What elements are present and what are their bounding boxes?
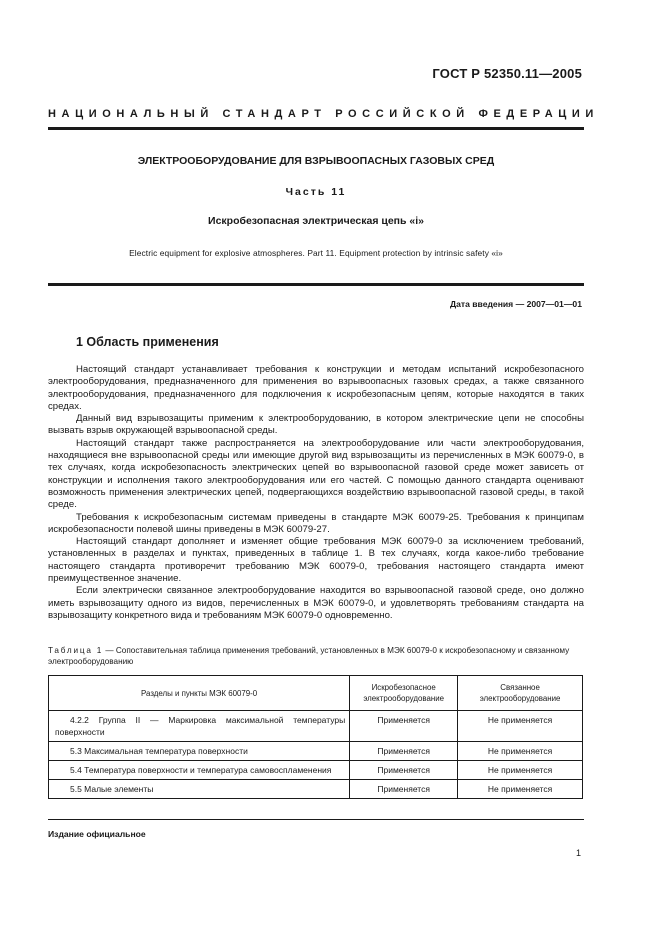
table-row (49, 780, 583, 799)
table-cell-clause (49, 711, 350, 742)
paragraph: Требования к искробезопасным системам приведены в стандарте МЭК 60079-25. Требования к принципам искробезопасности полевой шины приведены в МЭК 60079-27. (48, 511, 584, 535)
table-cell-associated: Не применяется (458, 711, 583, 742)
table-cell-intrinsic: Применяется (350, 780, 458, 799)
section-heading: 1 Область применения (76, 335, 219, 349)
section-body (48, 364, 584, 622)
table-cell-associated: Не применяется (458, 761, 583, 780)
paragraph: Если электрически связанное электрооборудование находится во взрывоопасной газовой среде, оно должно иметь взрывозащиту одного из видов, перечисленных в МЭК 60079-0, и удовлетворять требованиям стандарта на взрывозащиту конкретного вида и требованиям МЭК 60079-0 одновременно. (48, 585, 584, 621)
national-standard-banner: НАЦИОНАЛЬНЫЙ СТАНДАРТ РОССИЙСКОЙ ФЕДЕРАЦИИ (48, 108, 599, 120)
paragraph: Настоящий стандарт устанавливает требования к конструкции и методам испытаний искробезопасного электрооборудования, предназначенного для применения во взрывоопасных газовых средах, а также связанного электрооборудования, предназначенного для подключения к искробезопасным цепям, которые находятся в таких средах. (48, 364, 584, 412)
table-header-cell: Разделы и пункты МЭК 60079-0 (49, 676, 350, 711)
gost-code: ГОСТ Р 52350.11—2005 (432, 66, 582, 81)
comparison-table (48, 675, 583, 799)
table-cell-clause (49, 761, 350, 780)
table-header-cell: Связанное электрооборудование (458, 676, 583, 711)
table-header-cell: Искробезопасное электрооборудование (350, 676, 458, 711)
table-cell-clause (49, 742, 350, 761)
document-part: Часть 11 (285, 186, 347, 198)
table-cell-intrinsic: Применяется (350, 761, 458, 780)
footer-divider (48, 819, 584, 820)
table-header-row (49, 676, 583, 711)
paragraph: Данный вид взрывозащиты применим к электрооборудованию, в котором электрические цепи не способны вызвать взрыв окружающей взрывоопасной среды. (48, 413, 584, 437)
top-divider (48, 127, 584, 130)
table-cell-clause (49, 780, 350, 799)
table-row (49, 761, 583, 780)
clause-text: 4.2.2 Группа II — Маркировка максимальной температуры поверхности (55, 715, 346, 737)
table-cell-associated: Не применяется (458, 742, 583, 761)
english-title: Electric equipment for explosive atmospheres. Part 11. Equipment protection by intrinsic safety «i» (129, 248, 503, 258)
table-cell-intrinsic: Применяется (350, 711, 458, 742)
table-row (49, 742, 583, 761)
clause-text: 5.5 Малые элементы (70, 784, 154, 794)
table-caption (48, 645, 584, 667)
table-cell-intrinsic: Применяется (350, 742, 458, 761)
paragraph: Настоящий стандарт также распространяется на электрооборудование или части электрооборудования, находящиеся вне взрывоопасной среды или имеющие другой вид взрывозащиты из перечисленных в МЭК 60079-0, в тех случаях, когда искробезопасность электрических цепей во взрывоопасной газовой среде может зависеть от конструкции и исполнения такого электрооборудования или его частей. С помощью данного стандарта оценивают возможность применения электрических цепей, подвергающихся воздействию взрывоопасной газовой среды, в такой среде. (48, 437, 584, 511)
page-number: 1 (575, 848, 581, 858)
introduction-date: Дата введения — 2007—01—01 (449, 299, 582, 309)
edition-note: Издание официальное (48, 829, 146, 839)
title-divider (48, 283, 584, 286)
table-row (49, 711, 583, 742)
document-subtitle: Искробезопасная электрическая цепь «i» (208, 215, 424, 227)
clause-text: 5.4 Температура поверхности и температура самовоспламенения (70, 765, 332, 775)
table-cell-associated: Не применяется (458, 780, 583, 799)
table-caption-label: Таблица 1 (48, 646, 104, 655)
paragraph: Настоящий стандарт дополняет и изменяет общие требования МЭК 60079-0 за исключением требований, установленных в разделах и пунктах, приведенных в таблице 1. В тех случаях, когда какое-либо требование настоящего стандарта противоречит требованию МЭК 60079-0, требования настоящего стандарта имеют преимущественное значение. (48, 536, 584, 585)
document-title: ЭЛЕКТРООБОРУДОВАНИЕ ДЛЯ ВЗРЫВООПАСНЫХ ГАЗОВЫХ СРЕД (137, 155, 495, 167)
clause-text: 5.3 Максимальная температура поверхности (70, 746, 248, 756)
table-caption-text: — Сопоставительная таблица применения требований, установленных в МЭК 60079-0 к искробезопасному и связанному электрооборудованию (48, 646, 570, 666)
